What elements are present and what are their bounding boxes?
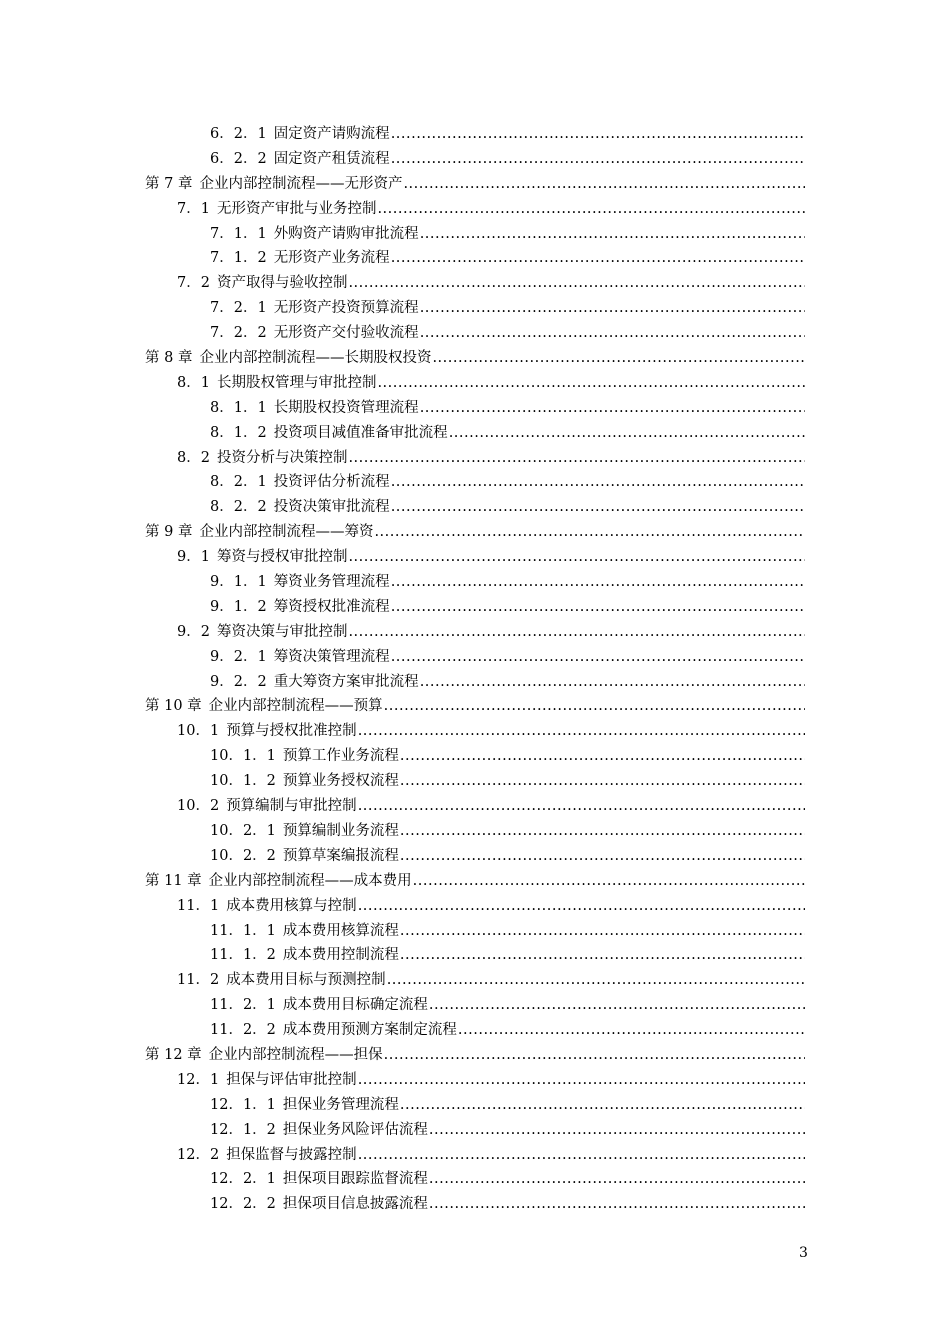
dot-leader <box>391 147 805 172</box>
dot-leader <box>420 222 805 247</box>
toc-entry-number: 10．1．2 <box>210 773 276 790</box>
toc-entry-number: 11．2 <box>177 972 220 989</box>
toc-entry-title: 预算工作业务流程 <box>282 748 399 765</box>
toc-entry-title: 筹资与授权审批控制 <box>216 549 348 566</box>
dot-leader <box>429 1192 805 1217</box>
dot-leader <box>348 620 805 645</box>
toc-entry <box>177 197 805 222</box>
toc-entry <box>177 620 805 645</box>
dot-leader <box>391 470 805 495</box>
toc-entry <box>145 520 805 545</box>
toc-section <box>0 446 950 471</box>
toc-entry-number: 第 12 章 <box>145 1046 202 1063</box>
dot-leader <box>391 495 805 520</box>
dot-leader <box>400 844 805 869</box>
toc-entry-number: 6．2．2 <box>210 150 267 167</box>
toc-chapter <box>0 346 950 371</box>
toc-entry-number: 7．1．2 <box>210 250 267 267</box>
toc-entry <box>177 968 805 993</box>
dot-leader <box>420 670 805 695</box>
toc-entry-title: 长期股权投资管理流程 <box>273 399 419 416</box>
toc-entry <box>210 1118 805 1143</box>
toc-entry-number: 11．1．1 <box>210 922 276 939</box>
toc-entry <box>210 246 805 271</box>
toc-entry <box>210 919 805 944</box>
toc-section <box>0 894 950 919</box>
toc-entry-title: 成本费用核算与控制 <box>226 897 357 914</box>
toc-chapter <box>0 869 950 894</box>
toc-entry <box>177 894 805 919</box>
toc-subsection <box>0 645 950 670</box>
toc-entry-title: 资产取得与验收控制 <box>216 275 348 292</box>
toc-entry <box>210 570 805 595</box>
toc-entry <box>210 1018 805 1043</box>
toc-subsection <box>0 993 950 1018</box>
dot-leader <box>400 1093 805 1118</box>
toc-entry <box>177 1068 805 1093</box>
toc-subsection <box>0 595 950 620</box>
toc-entry-title: 担保监督与披露控制 <box>226 1146 357 1163</box>
toc-entry-number: 第 9 章 <box>145 524 193 541</box>
toc-entry-title: 企业内部控制流程——担保 <box>208 1046 383 1063</box>
dot-leader <box>377 371 805 396</box>
toc-subsection <box>0 844 950 869</box>
toc-entry-number: 10．2．1 <box>210 822 276 839</box>
toc-entry-title: 无形资产审批与业务控制 <box>216 200 377 217</box>
dot-leader <box>400 769 805 794</box>
toc-entry-title: 投资评估分析流程 <box>273 474 390 491</box>
toc-subsection <box>0 744 950 769</box>
toc-subsection <box>0 1167 950 1192</box>
toc-entry-number: 12．2 <box>177 1146 220 1163</box>
dot-leader <box>384 694 805 719</box>
toc-entry-number: 8．1 <box>177 374 210 391</box>
toc-chapter <box>0 172 950 197</box>
toc-subsection <box>0 919 950 944</box>
toc-entry-title: 企业内部控制流程——筹资 <box>199 524 374 541</box>
dot-leader <box>420 396 805 421</box>
toc-entry-number: 9．2．1 <box>210 648 267 665</box>
toc-entry <box>177 545 805 570</box>
toc-entry <box>145 1043 805 1068</box>
toc-subsection <box>0 222 950 247</box>
dot-leader <box>400 744 805 769</box>
dot-leader <box>420 321 805 346</box>
dot-leader <box>429 1167 805 1192</box>
toc-entry-number: 10．2．2 <box>210 847 276 864</box>
toc-entry <box>210 296 805 321</box>
toc-entry-title: 企业内部控制流程——无形资产 <box>199 175 403 192</box>
toc-entry-number: 9．1．1 <box>210 574 267 591</box>
dot-leader <box>358 894 805 919</box>
toc-entry <box>177 446 805 471</box>
toc-entry-number: 8．2．2 <box>210 499 267 516</box>
toc-subsection <box>0 122 950 147</box>
dot-leader <box>429 993 805 1018</box>
toc-entry <box>210 495 805 520</box>
toc-entry-number: 7．1．1 <box>210 225 267 242</box>
toc-section <box>0 620 950 645</box>
toc-entry-title: 固定资产请购流程 <box>273 126 390 142</box>
toc-entry-title: 筹资决策管理流程 <box>273 648 390 665</box>
toc-entry <box>210 645 805 670</box>
dot-leader <box>348 446 805 471</box>
toc-entry <box>145 694 805 719</box>
toc-entry-title: 预算编制业务流程 <box>282 822 399 839</box>
toc-entry <box>210 396 805 421</box>
dot-leader <box>391 645 805 670</box>
toc-entry <box>145 869 805 894</box>
toc-entry <box>210 744 805 769</box>
toc-entry-number: 10．1．1 <box>210 748 276 765</box>
toc-entry-number: 9．1．2 <box>210 598 267 615</box>
toc-section <box>0 794 950 819</box>
toc-entry-title: 无形资产交付验收流程 <box>273 325 419 342</box>
dot-leader <box>358 1143 805 1168</box>
dot-leader <box>429 1118 805 1143</box>
toc-entry-number: 7．2．2 <box>210 325 267 342</box>
dot-leader <box>403 172 805 197</box>
toc-entry-number: 11．1 <box>177 897 220 914</box>
toc-subsection <box>0 495 950 520</box>
dot-leader <box>391 246 805 271</box>
toc-entry-number: 9．2 <box>177 623 210 640</box>
toc-entry-title: 预算业务授权流程 <box>282 773 399 790</box>
toc-entry <box>210 1167 805 1192</box>
toc-entry <box>145 346 805 371</box>
toc-chapter <box>0 694 950 719</box>
toc-subsection <box>0 1093 950 1118</box>
toc-entry-title: 企业内部控制流程——预算 <box>208 698 383 715</box>
toc-section <box>0 719 950 744</box>
dot-leader <box>420 296 805 321</box>
dot-leader <box>384 1043 805 1068</box>
toc-entry-number: 12．2．2 <box>210 1196 276 1213</box>
dot-leader <box>374 520 805 545</box>
toc-subsection <box>0 396 950 421</box>
toc-entry-number: 12．1 <box>177 1071 220 1088</box>
toc-entry-title: 重大筹资方案审批流程 <box>273 673 419 690</box>
toc-entry-title: 投资决策审批流程 <box>273 499 390 516</box>
toc-entry-title: 成本费用控制流程 <box>282 947 399 964</box>
toc-entry-title: 担保业务风险评估流程 <box>282 1121 428 1138</box>
toc-entry-number: 8．1．2 <box>210 424 267 441</box>
toc-entry-number: 第 10 章 <box>145 698 202 715</box>
toc-entry-number: 10．2 <box>177 798 220 815</box>
toc-entry-title: 无形资产业务流程 <box>273 250 390 267</box>
toc-entry-number: 第 8 章 <box>145 350 193 367</box>
toc-subsection <box>0 1118 950 1143</box>
toc-subsection <box>0 1192 950 1217</box>
toc-section <box>0 968 950 993</box>
dot-leader <box>348 271 805 296</box>
toc-entry <box>210 421 805 446</box>
toc-section <box>0 545 950 570</box>
toc-entry <box>210 1093 805 1118</box>
toc-chapter <box>0 520 950 545</box>
toc-entry-title: 无形资产投资预算流程 <box>273 300 419 317</box>
toc-entry-title: 成本费用预测方案制定流程 <box>282 1022 457 1039</box>
toc-entry <box>210 769 805 794</box>
toc-entry-title: 投资分析与决策控制 <box>216 449 348 466</box>
toc-entry-number: 11．1．2 <box>210 947 276 964</box>
toc-entry <box>210 470 805 495</box>
toc-entry-number: 8．1．1 <box>210 399 267 416</box>
toc-entry-title: 担保项目信息披露流程 <box>282 1196 428 1213</box>
toc-entry-title: 长期股权管理与审批控制 <box>216 374 377 391</box>
toc-entry-number: 第 11 章 <box>145 872 202 889</box>
toc-entry-title: 担保业务管理流程 <box>282 1096 399 1113</box>
toc-entry-number: 12．1．2 <box>210 1121 276 1138</box>
dot-leader <box>400 819 805 844</box>
toc-entry-number: 11．2．2 <box>210 1022 276 1039</box>
dot-leader <box>358 719 805 744</box>
toc-entry-number: 10．1 <box>177 723 220 740</box>
toc-entry-number: 第 7 章 <box>145 175 193 192</box>
toc-entry-title: 筹资授权批准流程 <box>273 598 390 615</box>
toc-entry <box>210 147 805 172</box>
toc-entry-number: 6．2．1 <box>210 126 267 142</box>
toc-entry-title: 外购资产请购审批流程 <box>273 225 419 242</box>
toc-entry-title: 担保与评估审批控制 <box>226 1071 357 1088</box>
toc-entry-number: 7．2．1 <box>210 300 267 317</box>
toc-subsection <box>0 769 950 794</box>
toc-entry-number: 11．2．1 <box>210 997 276 1014</box>
toc-entry <box>210 122 805 147</box>
toc-entry <box>177 719 805 744</box>
toc-subsection <box>0 943 950 968</box>
toc-section <box>0 371 950 396</box>
toc-entry-number: 12．2．1 <box>210 1171 276 1188</box>
toc-entry-title: 成本费用目标与预测控制 <box>226 972 386 989</box>
dot-leader <box>391 595 805 620</box>
table-of-contents <box>0 122 950 1217</box>
toc-entry <box>145 172 805 197</box>
toc-entry <box>210 943 805 968</box>
toc-entry <box>177 1143 805 1168</box>
toc-subsection <box>0 421 950 446</box>
toc-entry <box>210 844 805 869</box>
dot-leader <box>400 943 805 968</box>
toc-subsection <box>0 470 950 495</box>
toc-section <box>0 1143 950 1168</box>
toc-entry-number: 9．2．2 <box>210 673 267 690</box>
toc-entry-title: 成本费用目标确定流程 <box>282 997 428 1014</box>
toc-entry <box>210 595 805 620</box>
toc-entry-title: 预算编制与审批控制 <box>226 798 357 815</box>
dot-leader <box>432 346 805 371</box>
toc-subsection <box>0 670 950 695</box>
toc-entry-number: 7．1 <box>177 200 210 217</box>
toc-subsection <box>0 147 950 172</box>
toc-entry-title: 企业内部控制流程——长期股权投资 <box>199 350 432 367</box>
toc-entry <box>210 670 805 695</box>
toc-entry <box>177 271 805 296</box>
toc-subsection <box>0 819 950 844</box>
dot-leader <box>358 794 805 819</box>
toc-entry <box>210 993 805 1018</box>
dot-leader <box>391 570 805 595</box>
toc-section <box>0 197 950 222</box>
toc-entry-title: 预算与授权批准控制 <box>226 723 357 740</box>
toc-entry <box>210 819 805 844</box>
page-number: 3 <box>799 1245 808 1261</box>
toc-entry-number: 7．2 <box>177 275 210 292</box>
toc-entry-title: 投资项目减值准备审批流程 <box>273 424 448 441</box>
toc-entry-number: 9．1 <box>177 549 210 566</box>
toc-subsection <box>0 570 950 595</box>
dot-leader <box>387 968 805 993</box>
toc-entry-title: 预算草案编报流程 <box>282 847 399 864</box>
toc-entry-title: 成本费用核算流程 <box>282 922 399 939</box>
dot-leader <box>449 421 805 446</box>
toc-entry-number: 8．2 <box>177 449 210 466</box>
toc-entry <box>210 321 805 346</box>
toc-entry <box>210 1192 805 1217</box>
dot-leader <box>348 545 805 570</box>
dot-leader <box>413 869 805 894</box>
toc-entry <box>177 371 805 396</box>
toc-subsection <box>0 246 950 271</box>
toc-entry-title: 筹资决策与审批控制 <box>216 623 348 640</box>
toc-subsection <box>0 296 950 321</box>
toc-entry-title: 筹资业务管理流程 <box>273 574 390 591</box>
dot-leader <box>400 919 805 944</box>
toc-entry-number: 12．1．1 <box>210 1096 276 1113</box>
dot-leader <box>391 122 805 147</box>
toc-entry-title: 担保项目跟踪监督流程 <box>282 1171 428 1188</box>
toc-section <box>0 271 950 296</box>
toc-entry-title: 企业内部控制流程——成本费用 <box>208 872 412 889</box>
toc-entry <box>210 222 805 247</box>
dot-leader <box>458 1018 805 1043</box>
toc-entry <box>177 794 805 819</box>
toc-entry-title: 固定资产租赁流程 <box>273 150 390 167</box>
toc-section <box>0 1068 950 1093</box>
dot-leader <box>358 1068 805 1093</box>
toc-chapter <box>0 1043 950 1068</box>
toc-subsection <box>0 1018 950 1043</box>
toc-entry-number: 8．2．1 <box>210 474 267 491</box>
dot-leader <box>377 197 805 222</box>
toc-subsection <box>0 321 950 346</box>
